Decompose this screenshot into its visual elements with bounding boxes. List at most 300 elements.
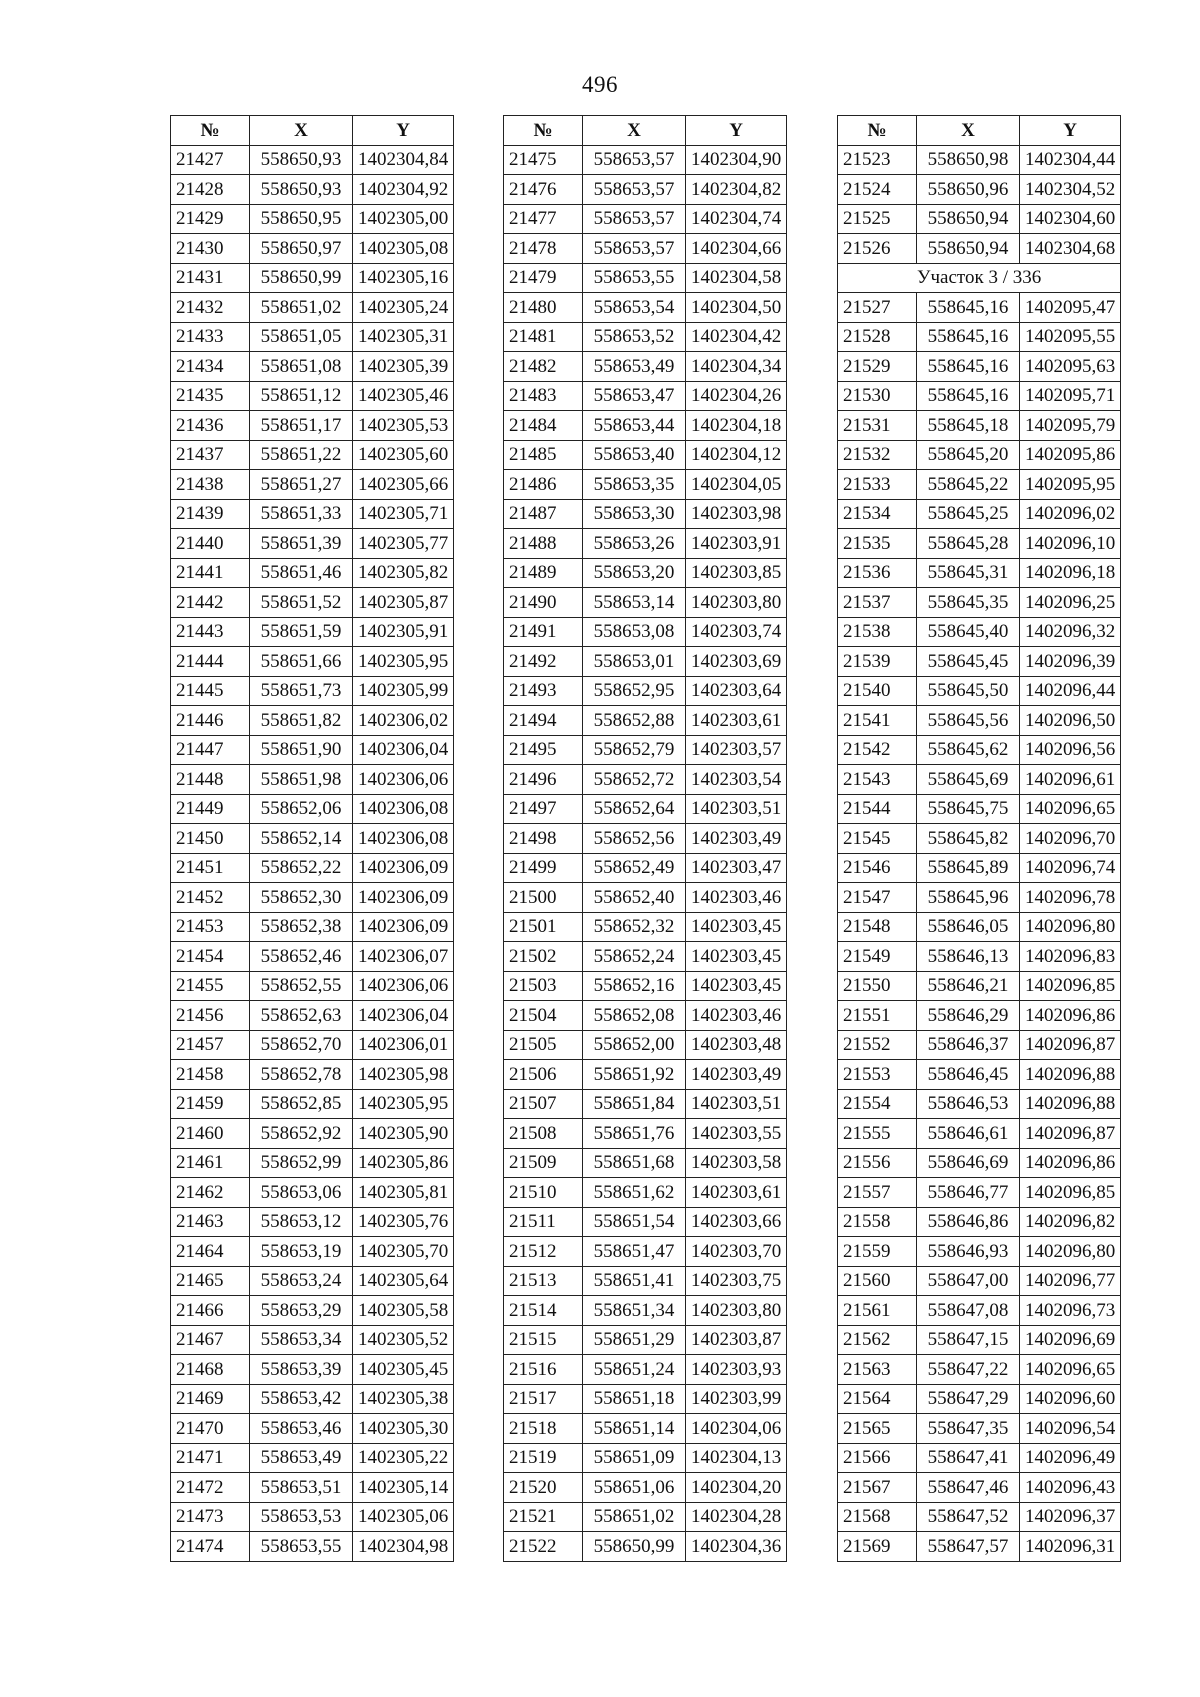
table-row xyxy=(838,204,1121,234)
table-row xyxy=(504,440,787,470)
table-row xyxy=(171,293,454,323)
point-number-cell: 21515 xyxy=(504,1325,583,1355)
y-coordinate-cell: 1402305,82 xyxy=(353,558,454,588)
x-coordinate-cell: 558652,22 xyxy=(250,853,353,883)
x-coordinate-cell: 558653,35 xyxy=(583,470,686,500)
table-row xyxy=(504,1414,787,1444)
header-y: Y xyxy=(1020,116,1121,146)
y-coordinate-cell: 1402096,86 xyxy=(1020,1001,1121,1031)
x-coordinate-cell: 558652,70 xyxy=(250,1030,353,1060)
x-coordinate-cell: 558653,51 xyxy=(250,1473,353,1503)
x-coordinate-cell: 558647,35 xyxy=(917,1414,1020,1444)
table-row xyxy=(838,1266,1121,1296)
table-row xyxy=(838,883,1121,913)
point-number-cell: 21431 xyxy=(171,263,250,293)
table-row xyxy=(838,1355,1121,1385)
point-number-cell: 21547 xyxy=(838,883,917,913)
x-coordinate-cell: 558651,14 xyxy=(583,1414,686,1444)
y-coordinate-cell: 1402304,28 xyxy=(686,1502,787,1532)
point-number-cell: 21497 xyxy=(504,794,583,824)
point-number-cell: 21534 xyxy=(838,499,917,529)
point-number-cell: 21568 xyxy=(838,1502,917,1532)
y-coordinate-cell: 1402303,85 xyxy=(686,558,787,588)
table-row xyxy=(504,971,787,1001)
x-coordinate-cell: 558653,39 xyxy=(250,1355,353,1385)
table-row xyxy=(171,735,454,765)
point-number-cell: 21487 xyxy=(504,499,583,529)
x-coordinate-cell: 558651,29 xyxy=(583,1325,686,1355)
point-number-cell: 21432 xyxy=(171,293,250,323)
y-coordinate-cell: 1402305,66 xyxy=(353,470,454,500)
y-coordinate-cell: 1402305,53 xyxy=(353,411,454,441)
x-coordinate-cell: 558652,16 xyxy=(583,971,686,1001)
x-coordinate-cell: 558651,17 xyxy=(250,411,353,441)
point-number-cell: 21541 xyxy=(838,706,917,736)
section-title: Участок 3 / 336 xyxy=(838,263,1121,293)
x-coordinate-cell: 558651,18 xyxy=(583,1384,686,1414)
y-coordinate-cell: 1402303,45 xyxy=(686,942,787,972)
y-coordinate-cell: 1402305,31 xyxy=(353,322,454,352)
table-row xyxy=(171,381,454,411)
y-coordinate-cell: 1402303,99 xyxy=(686,1384,787,1414)
point-number-cell: 21544 xyxy=(838,794,917,824)
y-coordinate-cell: 1402096,65 xyxy=(1020,1355,1121,1385)
point-number-cell: 21517 xyxy=(504,1384,583,1414)
point-number-cell: 21510 xyxy=(504,1178,583,1208)
header-number: № xyxy=(171,116,250,146)
point-number-cell: 21558 xyxy=(838,1207,917,1237)
point-number-cell: 21464 xyxy=(171,1237,250,1267)
table-row xyxy=(171,204,454,234)
x-coordinate-cell: 558652,63 xyxy=(250,1001,353,1031)
table-row xyxy=(504,529,787,559)
table-row xyxy=(838,1089,1121,1119)
table-row xyxy=(504,1473,787,1503)
x-coordinate-cell: 558652,92 xyxy=(250,1119,353,1149)
y-coordinate-cell: 1402305,14 xyxy=(353,1473,454,1503)
point-number-cell: 21512 xyxy=(504,1237,583,1267)
point-number-cell: 21471 xyxy=(171,1443,250,1473)
y-coordinate-cell: 1402306,08 xyxy=(353,824,454,854)
table-row xyxy=(504,234,787,264)
y-coordinate-cell: 1402305,16 xyxy=(353,263,454,293)
y-coordinate-cell: 1402305,77 xyxy=(353,529,454,559)
y-coordinate-cell: 1402095,86 xyxy=(1020,440,1121,470)
y-coordinate-cell: 1402305,90 xyxy=(353,1119,454,1149)
y-coordinate-cell: 1402304,84 xyxy=(353,145,454,175)
table-row xyxy=(171,352,454,382)
x-coordinate-cell: 558645,16 xyxy=(917,352,1020,382)
x-coordinate-cell: 558653,40 xyxy=(583,440,686,470)
table-row xyxy=(838,588,1121,618)
y-coordinate-cell: 1402096,87 xyxy=(1020,1119,1121,1149)
header-y: Y xyxy=(353,116,454,146)
y-coordinate-cell: 1402304,52 xyxy=(1020,175,1121,205)
point-number-cell: 21434 xyxy=(171,352,250,382)
table-row xyxy=(838,322,1121,352)
table-row xyxy=(838,1178,1121,1208)
header-x: X xyxy=(917,116,1020,146)
point-number-cell: 21466 xyxy=(171,1296,250,1326)
x-coordinate-cell: 558647,08 xyxy=(917,1296,1020,1326)
y-coordinate-cell: 1402304,82 xyxy=(686,175,787,205)
y-coordinate-cell: 1402305,45 xyxy=(353,1355,454,1385)
table-row xyxy=(504,647,787,677)
y-coordinate-cell: 1402306,08 xyxy=(353,794,454,824)
point-number-cell: 21457 xyxy=(171,1030,250,1060)
point-number-cell: 21503 xyxy=(504,971,583,1001)
table-row xyxy=(504,293,787,323)
table-row xyxy=(838,971,1121,1001)
table-row xyxy=(504,942,787,972)
table-row xyxy=(838,1384,1121,1414)
y-coordinate-cell: 1402303,87 xyxy=(686,1325,787,1355)
x-coordinate-cell: 558645,25 xyxy=(917,499,1020,529)
table-row xyxy=(171,1384,454,1414)
y-coordinate-cell: 1402304,58 xyxy=(686,263,787,293)
point-number-cell: 21485 xyxy=(504,440,583,470)
point-number-cell: 21476 xyxy=(504,175,583,205)
x-coordinate-cell: 558646,45 xyxy=(917,1060,1020,1090)
point-number-cell: 21459 xyxy=(171,1089,250,1119)
x-coordinate-cell: 558650,99 xyxy=(250,263,353,293)
point-number-cell: 21539 xyxy=(838,647,917,677)
table-row xyxy=(504,765,787,795)
y-coordinate-cell: 1402303,49 xyxy=(686,1060,787,1090)
y-coordinate-cell: 1402305,00 xyxy=(353,204,454,234)
x-coordinate-cell: 558645,16 xyxy=(917,322,1020,352)
point-number-cell: 21502 xyxy=(504,942,583,972)
table-row xyxy=(171,145,454,175)
y-coordinate-cell: 1402304,68 xyxy=(1020,234,1121,264)
table-row xyxy=(171,499,454,529)
point-number-cell: 21494 xyxy=(504,706,583,736)
y-coordinate-cell: 1402096,88 xyxy=(1020,1089,1121,1119)
point-number-cell: 21480 xyxy=(504,293,583,323)
y-coordinate-cell: 1402304,44 xyxy=(1020,145,1121,175)
table-row xyxy=(838,735,1121,765)
y-coordinate-cell: 1402305,39 xyxy=(353,352,454,382)
point-number-cell: 21461 xyxy=(171,1148,250,1178)
point-number-cell: 21451 xyxy=(171,853,250,883)
table-row xyxy=(171,1001,454,1031)
x-coordinate-cell: 558651,54 xyxy=(583,1207,686,1237)
table-row xyxy=(504,853,787,883)
point-number-cell: 21504 xyxy=(504,1001,583,1031)
y-coordinate-cell: 1402305,22 xyxy=(353,1443,454,1473)
table-row xyxy=(171,263,454,293)
point-number-cell: 21535 xyxy=(838,529,917,559)
y-coordinate-cell: 1402305,91 xyxy=(353,617,454,647)
x-coordinate-cell: 558651,41 xyxy=(583,1266,686,1296)
x-coordinate-cell: 558653,12 xyxy=(250,1207,353,1237)
x-coordinate-cell: 558652,40 xyxy=(583,883,686,913)
header-x: X xyxy=(250,116,353,146)
table-row xyxy=(171,794,454,824)
x-coordinate-cell: 558650,93 xyxy=(250,145,353,175)
y-coordinate-cell: 1402096,85 xyxy=(1020,1178,1121,1208)
table-row xyxy=(504,1237,787,1267)
y-coordinate-cell: 1402305,70 xyxy=(353,1237,454,1267)
point-number-cell: 21450 xyxy=(171,824,250,854)
point-number-cell: 21473 xyxy=(171,1502,250,1532)
y-coordinate-cell: 1402096,80 xyxy=(1020,912,1121,942)
point-number-cell: 21511 xyxy=(504,1207,583,1237)
x-coordinate-cell: 558651,34 xyxy=(583,1296,686,1326)
table-row xyxy=(171,1060,454,1090)
point-number-cell: 21430 xyxy=(171,234,250,264)
point-number-cell: 21545 xyxy=(838,824,917,854)
table-row xyxy=(504,617,787,647)
table-row xyxy=(171,1207,454,1237)
point-number-cell: 21441 xyxy=(171,558,250,588)
x-coordinate-cell: 558653,34 xyxy=(250,1325,353,1355)
table-row xyxy=(504,1207,787,1237)
y-coordinate-cell: 1402096,61 xyxy=(1020,765,1121,795)
point-number-cell: 21567 xyxy=(838,1473,917,1503)
x-coordinate-cell: 558651,66 xyxy=(250,647,353,677)
y-coordinate-cell: 1402096,82 xyxy=(1020,1207,1121,1237)
y-coordinate-cell: 1402095,95 xyxy=(1020,470,1121,500)
y-coordinate-cell: 1402305,71 xyxy=(353,499,454,529)
point-number-cell: 21529 xyxy=(838,352,917,382)
table-header-row xyxy=(838,116,1121,146)
x-coordinate-cell: 558653,49 xyxy=(583,352,686,382)
y-coordinate-cell: 1402303,46 xyxy=(686,883,787,913)
y-coordinate-cell: 1402306,09 xyxy=(353,883,454,913)
x-coordinate-cell: 558651,90 xyxy=(250,735,353,765)
table-row xyxy=(504,204,787,234)
point-number-cell: 21484 xyxy=(504,411,583,441)
y-coordinate-cell: 1402096,83 xyxy=(1020,942,1121,972)
x-coordinate-cell: 558646,05 xyxy=(917,912,1020,942)
table-row xyxy=(504,1266,787,1296)
y-coordinate-cell: 1402096,56 xyxy=(1020,735,1121,765)
y-coordinate-cell: 1402305,38 xyxy=(353,1384,454,1414)
table-row xyxy=(171,617,454,647)
table-header-row xyxy=(171,116,454,146)
point-number-cell: 21524 xyxy=(838,175,917,205)
table-row xyxy=(838,1325,1121,1355)
point-number-cell: 21560 xyxy=(838,1266,917,1296)
y-coordinate-cell: 1402303,75 xyxy=(686,1266,787,1296)
point-number-cell: 21518 xyxy=(504,1414,583,1444)
table-row xyxy=(504,706,787,736)
y-coordinate-cell: 1402304,66 xyxy=(686,234,787,264)
table-row xyxy=(838,440,1121,470)
y-coordinate-cell: 1402305,99 xyxy=(353,676,454,706)
point-number-cell: 21554 xyxy=(838,1089,917,1119)
y-coordinate-cell: 1402096,88 xyxy=(1020,1060,1121,1090)
point-number-cell: 21550 xyxy=(838,971,917,1001)
x-coordinate-cell: 558647,46 xyxy=(917,1473,1020,1503)
y-coordinate-cell: 1402306,09 xyxy=(353,912,454,942)
x-coordinate-cell: 558646,77 xyxy=(917,1178,1020,1208)
point-number-cell: 21549 xyxy=(838,942,917,972)
point-number-cell: 21491 xyxy=(504,617,583,647)
x-coordinate-cell: 558650,94 xyxy=(917,204,1020,234)
x-coordinate-cell: 558652,64 xyxy=(583,794,686,824)
table-row xyxy=(504,1384,787,1414)
table-row xyxy=(838,1207,1121,1237)
x-coordinate-cell: 558647,00 xyxy=(917,1266,1020,1296)
point-number-cell: 21460 xyxy=(171,1119,250,1149)
x-coordinate-cell: 558653,49 xyxy=(250,1443,353,1473)
point-number-cell: 21433 xyxy=(171,322,250,352)
point-number-cell: 21436 xyxy=(171,411,250,441)
table-row xyxy=(171,883,454,913)
y-coordinate-cell: 1402096,65 xyxy=(1020,794,1121,824)
y-coordinate-cell: 1402096,50 xyxy=(1020,706,1121,736)
x-coordinate-cell: 558647,15 xyxy=(917,1325,1020,1355)
x-coordinate-cell: 558646,93 xyxy=(917,1237,1020,1267)
x-coordinate-cell: 558652,00 xyxy=(583,1030,686,1060)
point-number-cell: 21557 xyxy=(838,1178,917,1208)
x-coordinate-cell: 558652,46 xyxy=(250,942,353,972)
point-number-cell: 21449 xyxy=(171,794,250,824)
table-row xyxy=(171,470,454,500)
table-row xyxy=(171,588,454,618)
x-coordinate-cell: 558646,13 xyxy=(917,942,1020,972)
section-row xyxy=(838,263,1121,293)
y-coordinate-cell: 1402095,71 xyxy=(1020,381,1121,411)
x-coordinate-cell: 558653,55 xyxy=(250,1532,353,1562)
point-number-cell: 21536 xyxy=(838,558,917,588)
header-number: № xyxy=(504,116,583,146)
x-coordinate-cell: 558650,99 xyxy=(583,1532,686,1562)
point-number-cell: 21428 xyxy=(171,175,250,205)
x-coordinate-cell: 558650,95 xyxy=(250,204,353,234)
table-row xyxy=(504,735,787,765)
table-row xyxy=(838,676,1121,706)
point-number-cell: 21446 xyxy=(171,706,250,736)
x-coordinate-cell: 558650,94 xyxy=(917,234,1020,264)
point-number-cell: 21427 xyxy=(171,145,250,175)
table-row xyxy=(171,1355,454,1385)
x-coordinate-cell: 558650,96 xyxy=(917,175,1020,205)
table-row xyxy=(838,470,1121,500)
y-coordinate-cell: 1402304,60 xyxy=(1020,204,1121,234)
point-number-cell: 21465 xyxy=(171,1266,250,1296)
y-coordinate-cell: 1402095,63 xyxy=(1020,352,1121,382)
table-row xyxy=(504,499,787,529)
x-coordinate-cell: 558651,47 xyxy=(583,1237,686,1267)
table-row xyxy=(838,1414,1121,1444)
header-y: Y xyxy=(686,116,787,146)
point-number-cell: 21469 xyxy=(171,1384,250,1414)
table-row xyxy=(504,1089,787,1119)
x-coordinate-cell: 558651,24 xyxy=(583,1355,686,1385)
point-number-cell: 21439 xyxy=(171,499,250,529)
point-number-cell: 21526 xyxy=(838,234,917,264)
x-coordinate-cell: 558647,41 xyxy=(917,1443,1020,1473)
x-coordinate-cell: 558647,29 xyxy=(917,1384,1020,1414)
x-coordinate-cell: 558652,88 xyxy=(583,706,686,736)
y-coordinate-cell: 1402305,81 xyxy=(353,1178,454,1208)
y-coordinate-cell: 1402095,47 xyxy=(1020,293,1121,323)
point-number-cell: 21486 xyxy=(504,470,583,500)
x-coordinate-cell: 558651,02 xyxy=(583,1502,686,1532)
y-coordinate-cell: 1402096,69 xyxy=(1020,1325,1121,1355)
x-coordinate-cell: 558653,06 xyxy=(250,1178,353,1208)
x-coordinate-cell: 558653,55 xyxy=(583,263,686,293)
x-coordinate-cell: 558645,96 xyxy=(917,883,1020,913)
table-row xyxy=(171,175,454,205)
y-coordinate-cell: 1402304,50 xyxy=(686,293,787,323)
point-number-cell: 21455 xyxy=(171,971,250,1001)
x-coordinate-cell: 558653,53 xyxy=(250,1502,353,1532)
table-row xyxy=(171,912,454,942)
y-coordinate-cell: 1402096,73 xyxy=(1020,1296,1121,1326)
table-row xyxy=(171,765,454,795)
point-number-cell: 21456 xyxy=(171,1001,250,1031)
x-coordinate-cell: 558653,47 xyxy=(583,381,686,411)
point-number-cell: 21532 xyxy=(838,440,917,470)
x-coordinate-cell: 558653,54 xyxy=(583,293,686,323)
table-row xyxy=(504,352,787,382)
point-number-cell: 21482 xyxy=(504,352,583,382)
y-coordinate-cell: 1402096,39 xyxy=(1020,647,1121,677)
y-coordinate-cell: 1402305,46 xyxy=(353,381,454,411)
y-coordinate-cell: 1402096,80 xyxy=(1020,1237,1121,1267)
x-coordinate-cell: 558652,99 xyxy=(250,1148,353,1178)
point-number-cell: 21542 xyxy=(838,735,917,765)
x-coordinate-cell: 558653,57 xyxy=(583,204,686,234)
table-row xyxy=(504,1001,787,1031)
point-number-cell: 21438 xyxy=(171,470,250,500)
point-number-cell: 21553 xyxy=(838,1060,917,1090)
x-coordinate-cell: 558652,72 xyxy=(583,765,686,795)
x-coordinate-cell: 558653,46 xyxy=(250,1414,353,1444)
point-number-cell: 21506 xyxy=(504,1060,583,1090)
y-coordinate-cell: 1402303,45 xyxy=(686,912,787,942)
point-number-cell: 21495 xyxy=(504,735,583,765)
x-coordinate-cell: 558651,76 xyxy=(583,1119,686,1149)
y-coordinate-cell: 1402304,74 xyxy=(686,204,787,234)
table-row xyxy=(838,1001,1121,1031)
table-row xyxy=(838,1502,1121,1532)
y-coordinate-cell: 1402303,69 xyxy=(686,647,787,677)
table-row xyxy=(171,647,454,677)
y-coordinate-cell: 1402096,18 xyxy=(1020,558,1121,588)
table-row xyxy=(838,617,1121,647)
x-coordinate-cell: 558645,28 xyxy=(917,529,1020,559)
x-coordinate-cell: 558645,16 xyxy=(917,381,1020,411)
y-coordinate-cell: 1402096,78 xyxy=(1020,883,1121,913)
x-coordinate-cell: 558645,35 xyxy=(917,588,1020,618)
point-number-cell: 21435 xyxy=(171,381,250,411)
point-number-cell: 21470 xyxy=(171,1414,250,1444)
y-coordinate-cell: 1402304,18 xyxy=(686,411,787,441)
point-number-cell: 21525 xyxy=(838,204,917,234)
x-coordinate-cell: 558650,93 xyxy=(250,175,353,205)
x-coordinate-cell: 558645,56 xyxy=(917,706,1020,736)
y-coordinate-cell: 1402305,24 xyxy=(353,293,454,323)
table-row xyxy=(171,1502,454,1532)
point-number-cell: 21565 xyxy=(838,1414,917,1444)
x-coordinate-cell: 558651,06 xyxy=(583,1473,686,1503)
point-number-cell: 21533 xyxy=(838,470,917,500)
x-coordinate-cell: 558652,08 xyxy=(583,1001,686,1031)
table-row xyxy=(171,1148,454,1178)
x-coordinate-cell: 558653,42 xyxy=(250,1384,353,1414)
y-coordinate-cell: 1402305,95 xyxy=(353,647,454,677)
table-row xyxy=(504,1296,787,1326)
x-coordinate-cell: 558647,57 xyxy=(917,1532,1020,1562)
x-coordinate-cell: 558651,09 xyxy=(583,1443,686,1473)
y-coordinate-cell: 1402304,13 xyxy=(686,1443,787,1473)
x-coordinate-cell: 558653,24 xyxy=(250,1266,353,1296)
